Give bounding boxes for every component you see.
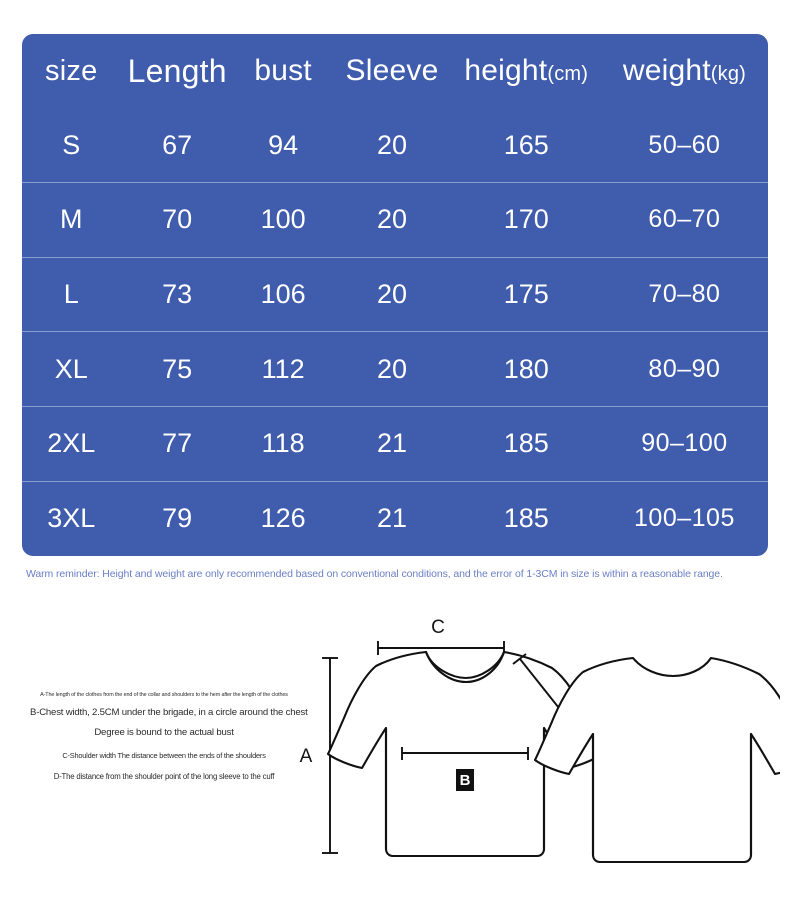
legend-line-a: A-The length of the clothes from the end of the collar and shoulders to the hem after the length of the clothes xyxy=(40,692,288,698)
cell-size: 3XL xyxy=(22,481,120,556)
cell-length: 70 xyxy=(120,183,233,258)
cell-size: S xyxy=(62,129,81,160)
cell-height: 185 xyxy=(452,407,601,482)
column-header-length xyxy=(120,34,233,108)
column-header-weight-unit: (kg) xyxy=(710,63,747,85)
column-header-weight-label: weight xyxy=(622,54,711,87)
table-row xyxy=(22,332,768,407)
cell-height: 185 xyxy=(452,481,601,556)
column-header-bust-label: bust xyxy=(254,54,312,87)
cell-sleeve: 21 xyxy=(332,481,451,556)
cell-weight: 100–105 xyxy=(601,481,768,556)
cell-sleeve: 20 xyxy=(332,332,451,407)
cell-length: 73 xyxy=(120,257,233,332)
dimension-c xyxy=(378,617,504,655)
cell-weight: 80–90 xyxy=(601,332,768,407)
table-row xyxy=(22,183,768,258)
column-header-bust xyxy=(234,34,332,108)
column-header-sleeve xyxy=(332,34,451,108)
legend-line-c: C-Shoulder width The distance between the ends of the shoulders xyxy=(62,751,266,760)
column-header-size xyxy=(22,34,120,108)
legend-line-b-cont: Degree is bound to the actual bust xyxy=(94,727,234,738)
table-row xyxy=(22,481,768,556)
cell-size: 2XL xyxy=(22,407,120,482)
cell-sleeve: 20 xyxy=(332,257,451,332)
measurement-legend xyxy=(30,692,308,781)
cell-length: 77 xyxy=(120,407,233,482)
cell-bust: 112 xyxy=(234,332,332,407)
cell-bust: 126 xyxy=(234,481,332,556)
cell-bust: 106 xyxy=(234,257,332,332)
warm-reminder-text: Warm reminder: Height and weight are only recommended based on conventional conditions, and the error of 1-3CM in size is within a reasonable range. xyxy=(26,568,723,580)
column-header-length-label: Length xyxy=(127,52,227,89)
t-shirt-back-view xyxy=(535,658,780,862)
cell-bust: 118 xyxy=(234,407,332,482)
column-header-height xyxy=(452,34,601,108)
cell-sleeve: 20 xyxy=(332,183,451,258)
dimension-a-label: A xyxy=(299,746,313,767)
cell-bust: 100 xyxy=(234,183,332,258)
table-row xyxy=(22,257,768,332)
legend-line-d: D-The distance from the shoulder point of the long sleeve to the cuff xyxy=(53,772,275,781)
cell-sleeve: 20 xyxy=(376,129,408,160)
cell-height: 175 xyxy=(452,257,601,332)
cell-weight: 90–100 xyxy=(601,407,768,482)
table-header-row xyxy=(22,34,768,108)
cell-size: M xyxy=(22,183,120,258)
cell-height: 180 xyxy=(452,332,601,407)
cell-weight: 70–80 xyxy=(601,257,768,332)
dimension-c-label: C xyxy=(431,617,445,638)
cell-bust: 94 xyxy=(268,129,299,160)
cell-sleeve: 21 xyxy=(332,407,451,482)
size-chart-table-card xyxy=(22,34,768,556)
measurement-diagram xyxy=(280,606,780,886)
cell-length: 75 xyxy=(120,332,233,407)
cell-size: XL xyxy=(22,332,120,407)
table-header xyxy=(22,34,768,108)
table-body xyxy=(22,108,768,556)
cell-length: 79 xyxy=(120,481,233,556)
cell-weight: 60–70 xyxy=(601,183,768,258)
cell-length: 67 xyxy=(162,129,193,160)
legend-line-b: B-Chest width, 2.5CM under the brigade, in a circle around the chest xyxy=(30,707,308,718)
cell-size: L xyxy=(22,257,120,332)
column-header-height-label: height xyxy=(464,54,548,87)
cell-weight: 50–60 xyxy=(648,130,721,159)
column-header-sleeve-label: Sleeve xyxy=(345,54,439,87)
column-header-size-label: size xyxy=(45,54,98,87)
dimension-b-label: B xyxy=(459,772,471,789)
table-row xyxy=(22,108,768,183)
table-row xyxy=(22,407,768,482)
cell-height: 170 xyxy=(452,183,601,258)
cell-height: 165 xyxy=(503,129,549,160)
size-chart-table xyxy=(22,34,768,556)
column-header-height-unit: (cm) xyxy=(547,63,589,85)
column-header-weight xyxy=(601,34,768,108)
